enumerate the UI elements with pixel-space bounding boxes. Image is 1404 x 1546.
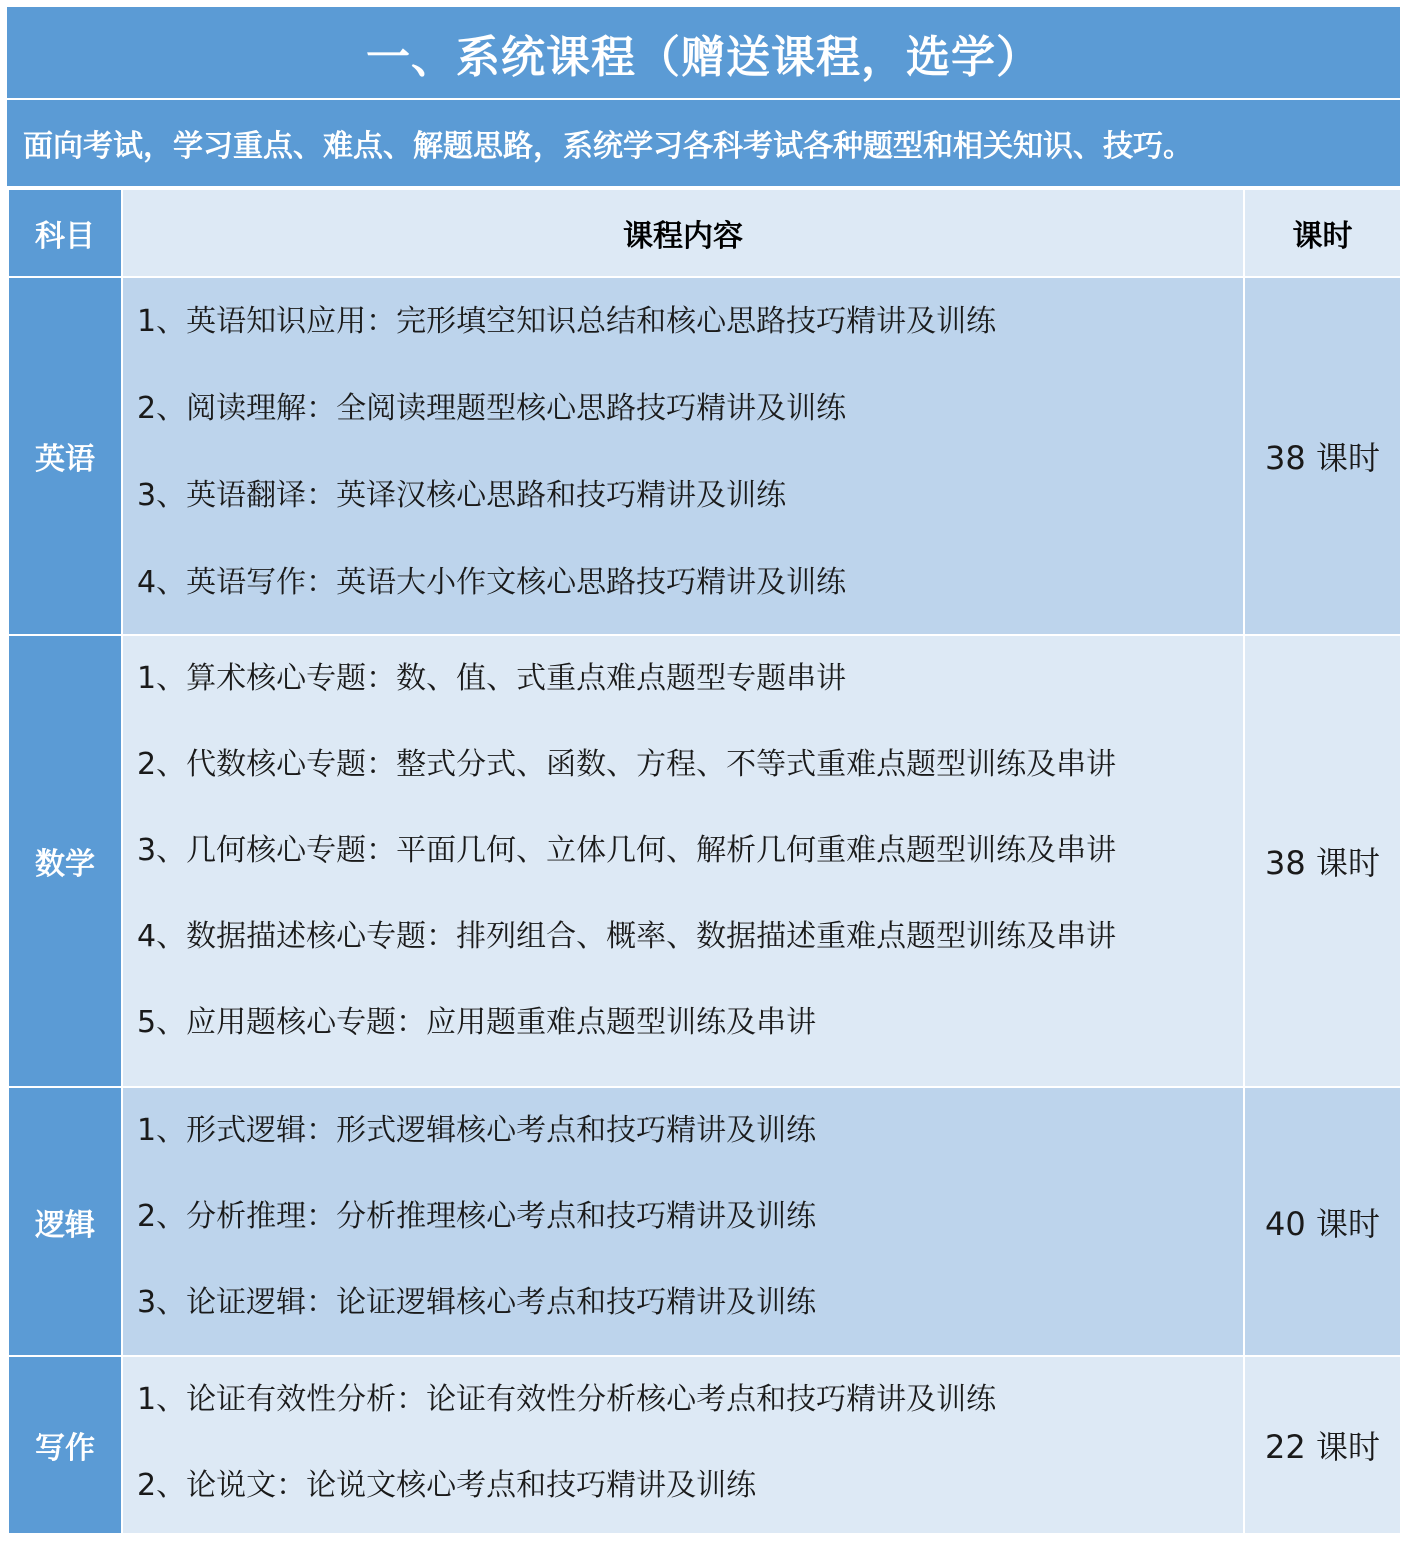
hours-cell: 38 课时 [1244, 635, 1401, 1087]
column-header-subject: 科目 [8, 189, 122, 277]
course-item: 4、英语写作：英语大小作文核心思路技巧精讲及训练 [137, 565, 847, 600]
hours-cell: 22 课时 [1244, 1356, 1401, 1534]
course-item: 2、代数核心专题：整式分式、函数、方程、不等式重难点题型训练及串讲 [137, 747, 1117, 782]
course-item: 2、分析推理：分析推理核心考点和技巧精讲及训练 [137, 1199, 817, 1234]
table-header-row [8, 189, 1401, 277]
column-header-content: 课程内容 [122, 189, 1244, 277]
content-cell [122, 277, 1244, 635]
course-item: 1、英语知识应用：完形填空知识总结和核心思路技巧精讲及训练 [137, 304, 997, 339]
course-item: 3、几何核心专题：平面几何、立体几何、解析几何重难点题型训练及串讲 [137, 833, 1117, 868]
hours-cell: 40 课时 [1244, 1087, 1401, 1356]
subject-cell: 写作 [8, 1356, 122, 1534]
course-item: 2、论说文：论说文核心考点和技巧精讲及训练 [137, 1468, 757, 1503]
page-subtitle: 面向考试，学习重点、难点、解题思路，系统学习各科考试各种题型和相关知识、技巧。 [7, 100, 1400, 186]
column-header-hours: 课时 [1244, 189, 1401, 277]
course-item: 1、算术核心专题：数、值、式重点难点题型专题串讲 [137, 661, 847, 696]
course-item: 4、数据描述核心专题：排列组合、概率、数据描述重难点题型训练及串讲 [137, 919, 1117, 954]
course-item: 5、应用题核心专题：应用题重难点题型训练及串讲 [137, 1005, 817, 1040]
table-row-logic [8, 1087, 1401, 1356]
course-table [7, 188, 1402, 1535]
hours-cell: 38 课时 [1244, 277, 1401, 635]
table-row-writing [8, 1356, 1401, 1534]
subject-cell: 数学 [8, 635, 122, 1087]
table-row-english [8, 277, 1401, 635]
course-item: 1、形式逻辑：形式逻辑核心考点和技巧精讲及训练 [137, 1113, 817, 1148]
content-cell [122, 1087, 1244, 1356]
table-row-math [8, 635, 1401, 1087]
subject-cell: 逻辑 [8, 1087, 122, 1356]
content-cell [122, 1356, 1244, 1534]
page-title: 一、系统课程（赠送课程，选学） [7, 7, 1400, 98]
course-item: 3、英语翻译：英译汉核心思路和技巧精讲及训练 [137, 478, 787, 513]
content-cell [122, 635, 1244, 1087]
subject-cell: 英语 [8, 277, 122, 635]
course-item: 1、论证有效性分析：论证有效性分析核心考点和技巧精讲及训练 [137, 1382, 997, 1417]
course-sheet [7, 7, 1400, 1536]
course-item: 3、论证逻辑：论证逻辑核心考点和技巧精讲及训练 [137, 1285, 817, 1320]
course-item: 2、阅读理解：全阅读理题型核心思路技巧精讲及训练 [137, 391, 847, 426]
